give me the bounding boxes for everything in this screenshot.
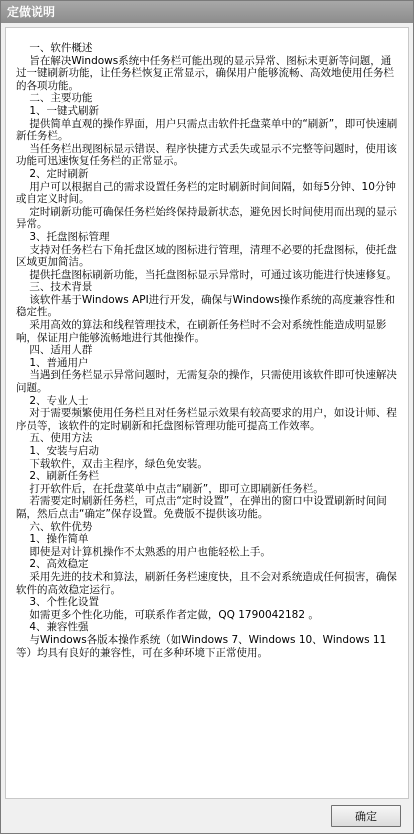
title-bar[interactable] (1, 1, 413, 23)
window-title: 定做说明 (7, 5, 56, 19)
dialog-content (1, 23, 413, 833)
ok-button[interactable]: 确定 (331, 805, 401, 827)
description-text: 一、软件概述 旨在解决Windows系统中任务栏可能出现的显示异常、图标未更新等问题，通过一键刷新功能，让任务栏恢复正常显示，确保用户能够流畅、高效地使用任务栏的各项功能。 二、主要功能 1、一键式刷新 提供简单直观的操作界面，用户只需点击软件托盘菜单中的“刷新”，即可快速刷新任务栏。 当任务栏出现图标显示错误、程序快捷方式丢失或显示不完整等问题时，使用该功能可迅速恢复任务栏的正常显示。 2、定时刷新 用户可以根据自己的需求设置任务栏的定时刷新时间间隔，如每5分钟、10分钟或自定义时间。 定时刷新功能可确保任务栏始终保持最新状态，避免因长时间使用而出现的显示异常。 3、托盘图标管理 支持对任务栏右下角托盘区域的图标进行管理，清理不必要的托盘图标，使托盘区域更加简洁。 提供托盘图标刷新功能，当托盘图标显示异常时，可通过该功能进行快速修复。 三、技术背景 该软件基于Windows API进行开发，确保与Windows操作系统的高度兼容性和稳定性。 采用高效的算法和线程管理技术，在刷新任务栏时不会对系统性能造成明显影响，保证用户能够流畅地进行其他操作。 四、适用人群 1、普通用户 当遇到任务栏显示异常问题时，无需复杂的操作，只需使用该软件即可快速解决问题。 2、专业人士 对于需要频繁使用任务栏且对任务栏显示效果有较高要求的用户，如设计师、程序员等，该软件的定时刷新和托盘图标管理功能可提高工作效率。 五、使用方法 1、安装与启动 下载软件，双击主程序，绿色免安装。 2、刷新任务栏 打开软件后，在托盘菜单中点击“刷新”，即可立即刷新任务栏。 若需要定时刷新任务栏，可点击“定时设置”，在弹出的窗口中设置刷新时间间隔，然后点击“确定”保存设置。免费版不提供该功能。 六、软件优势 1、操作简单 即使是对计算机操作不太熟悉的用户也能轻松上手。 2、高效稳定 采用先进的技术和算法，刷新任务栏速度快，且不会对系统造成任何损害，确保软件的高效稳定运行。 3、个性化设置 如需更多个性化功能，可联系作者定做，QQ 1790042182 。 4、兼容性强 与Windows各版本操作系统（如Windows 7、Windows 10、Windows 11等）均具有良好的兼容性，可在多种环境下正常使用。 (16, 42, 398, 659)
description-textbox[interactable] (5, 27, 409, 799)
